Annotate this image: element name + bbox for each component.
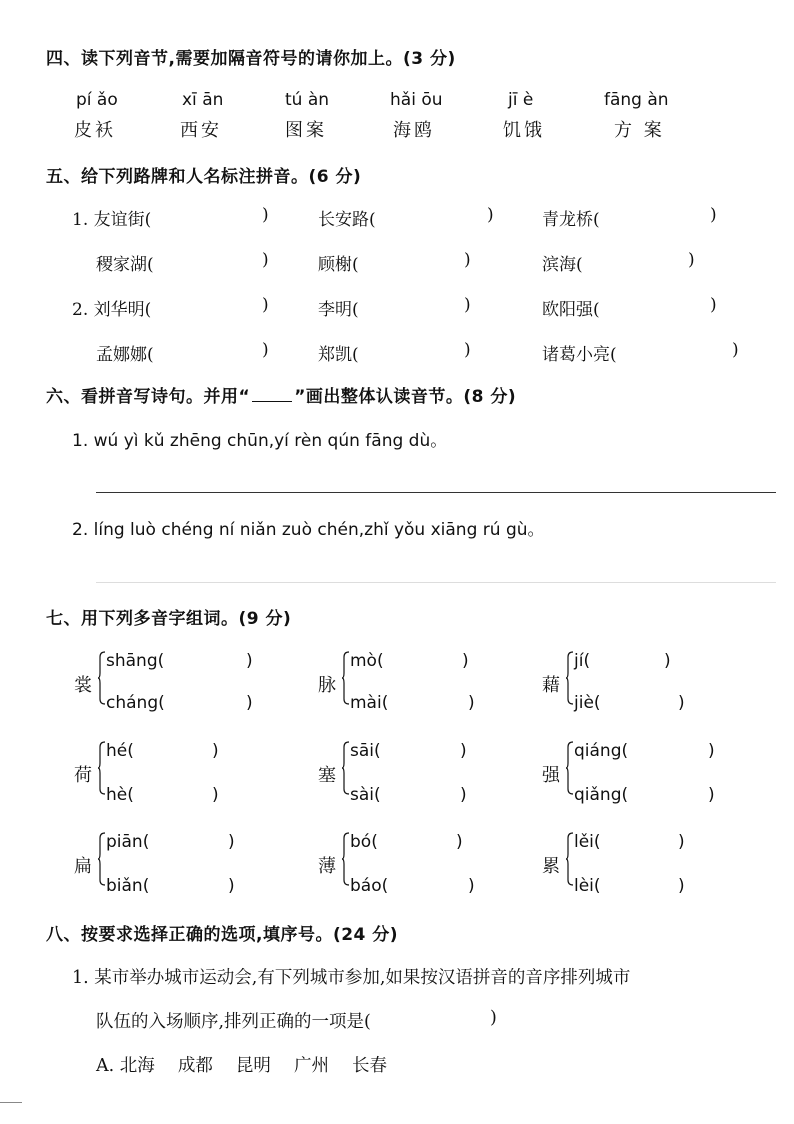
- brace-icon: [98, 832, 104, 880]
- close-paren: ): [462, 651, 469, 671]
- person-name-label: 诸葛小亮(: [542, 345, 617, 365]
- answer-line-1[interactable]: [96, 492, 776, 493]
- close-paren: ): [710, 295, 717, 315]
- section-8-title: 八、按要求选择正确的选项,填序号。(24 分): [46, 925, 399, 945]
- polyphone-char: 薄: [318, 856, 339, 877]
- close-paren: ): [262, 295, 269, 315]
- question-1-line-2: 队伍的入场顺序,排列正确的一项是(: [96, 1012, 371, 1032]
- section-5-title: 五、给下列路牌和人名标注拼音。(6 分): [46, 167, 362, 187]
- brace-icon: [566, 832, 572, 880]
- pinyin-item-2: xī ān: [182, 90, 224, 110]
- polyphone-char: 累: [542, 856, 563, 877]
- person-name-label: 李明(: [318, 300, 359, 320]
- close-paren: ): [708, 741, 715, 761]
- close-paren: ): [664, 651, 671, 671]
- close-paren: ): [456, 832, 463, 852]
- pinyin-option: piān(: [106, 832, 150, 852]
- pinyin-item-1: pí ǎo: [76, 90, 118, 110]
- person-name-label: 孟娜娜(: [96, 345, 154, 365]
- close-paren: ): [246, 651, 253, 671]
- hanzi-item-3: 图案: [285, 120, 327, 141]
- close-paren: ): [678, 693, 685, 713]
- hanzi-item-5: 饥饿: [503, 120, 545, 141]
- road-sign-label: 稷家湖(: [96, 255, 154, 275]
- close-paren: ): [468, 876, 475, 896]
- polyphone-char: 脉: [318, 675, 339, 696]
- brace-icon: [566, 741, 572, 789]
- section-6-title-pre: 六、看拼音写诗句。并用“: [46, 387, 251, 407]
- close-paren: ): [212, 741, 219, 761]
- hanzi-item-4: 海鸥: [393, 120, 435, 141]
- person-name-label: 郑凯(: [318, 345, 359, 365]
- close-paren: ): [246, 693, 253, 713]
- person-name-label: 2. 刘华明(: [72, 300, 152, 320]
- close-paren: ): [688, 250, 695, 270]
- pinyin-option: bó(: [350, 832, 378, 852]
- person-name-label: 欧阳强(: [542, 300, 600, 320]
- pinyin-option: qiáng(: [574, 741, 629, 761]
- close-paren: ): [732, 340, 739, 360]
- section-6-title-post: ”画出整体认读音节。(8 分): [294, 387, 517, 407]
- road-sign-label: 长安路(: [318, 210, 376, 230]
- pinyin-option: shāng(: [106, 651, 165, 671]
- close-paren: ): [678, 876, 685, 896]
- polyphone-char: 扁: [74, 856, 95, 877]
- pinyin-option: sài(: [350, 785, 381, 805]
- pinyin-option: qiǎng(: [574, 785, 629, 805]
- hanzi-item-1: 皮袄: [74, 120, 116, 141]
- pinyin-option: jiè(: [574, 693, 601, 713]
- pinyin-option: báo(: [350, 876, 389, 896]
- pinyin-option: mò(: [350, 651, 384, 671]
- close-paren: ): [228, 876, 235, 896]
- option-a[interactable]: A. 北海 成都 昆明 广州 长春: [96, 1056, 388, 1076]
- underline-mark: [252, 387, 292, 402]
- close-paren: ): [460, 785, 467, 805]
- page-edge-mark: [0, 1102, 22, 1103]
- close-paren: ): [262, 250, 269, 270]
- section-4-title: 四、读下列音节,需要加隔音符号的请你加上。(3 分): [46, 49, 456, 69]
- polyphone-char: 强: [542, 765, 563, 786]
- pinyin-item-3: tú àn: [285, 90, 330, 110]
- close-paren: ): [708, 785, 715, 805]
- close-paren: ): [710, 205, 717, 225]
- pinyin-option: hè(: [106, 785, 134, 805]
- close-paren: ): [262, 340, 269, 360]
- close-paren: ): [468, 693, 475, 713]
- brace-icon: [98, 651, 104, 699]
- brace-icon: [98, 741, 104, 789]
- close-paren: ): [464, 250, 471, 270]
- road-sign-label: 青龙桥(: [542, 210, 600, 230]
- polyphone-char: 裳: [74, 675, 95, 696]
- pinyin-option: mài(: [350, 693, 389, 713]
- road-sign-label: 1. 友谊街(: [72, 210, 152, 230]
- hanzi-item-2: 西安: [180, 120, 222, 141]
- pinyin-item-6: fāng àn: [604, 90, 669, 110]
- close-paren: ): [228, 832, 235, 852]
- answer-line-2[interactable]: [96, 582, 776, 583]
- answer-close-paren: ): [490, 1008, 497, 1028]
- question-1-line-1: 1. 某市举办城市运动会,有下列城市参加,如果按汉语拼音的音序排列城市: [72, 968, 631, 988]
- pinyin-option: sāi(: [350, 741, 381, 761]
- pinyin-option: biǎn(: [106, 876, 150, 896]
- pinyin-item-4: hǎi ōu: [390, 90, 443, 110]
- close-paren: ): [464, 295, 471, 315]
- close-paren: ): [487, 205, 494, 225]
- polyphone-char: 荷: [74, 765, 95, 786]
- polyphone-char: 塞: [318, 765, 339, 786]
- poem-pinyin-1: 1. wú yì kǔ zhēng chūn,yí rèn qún fāng dù。: [72, 431, 448, 451]
- poem-pinyin-2: 2. líng luò chéng ní niǎn zuò chén,zhǐ yǒu xiāng rú gù。: [72, 520, 545, 540]
- close-paren: ): [262, 205, 269, 225]
- close-paren: ): [460, 741, 467, 761]
- pinyin-option: lèi(: [574, 876, 601, 896]
- road-sign-label: 滨海(: [542, 255, 583, 275]
- brace-icon: [342, 651, 348, 699]
- close-paren: ): [464, 340, 471, 360]
- road-sign-label: 顾榭(: [318, 255, 359, 275]
- section-7-title: 七、用下列多音字组词。(9 分): [46, 609, 292, 629]
- polyphone-char: 藉: [542, 675, 563, 696]
- brace-icon: [566, 651, 572, 699]
- pinyin-option: jí(: [574, 651, 591, 671]
- brace-icon: [342, 832, 348, 880]
- pinyin-option: lěi(: [574, 832, 601, 852]
- brace-icon: [342, 741, 348, 789]
- pinyin-option: hé(: [106, 741, 134, 761]
- pinyin-item-5: jī è: [508, 90, 534, 110]
- close-paren: ): [678, 832, 685, 852]
- section-6-title: [46, 382, 516, 407]
- pinyin-option: cháng(: [106, 693, 165, 713]
- hanzi-item-6: 方 案: [614, 120, 665, 141]
- close-paren: ): [212, 785, 219, 805]
